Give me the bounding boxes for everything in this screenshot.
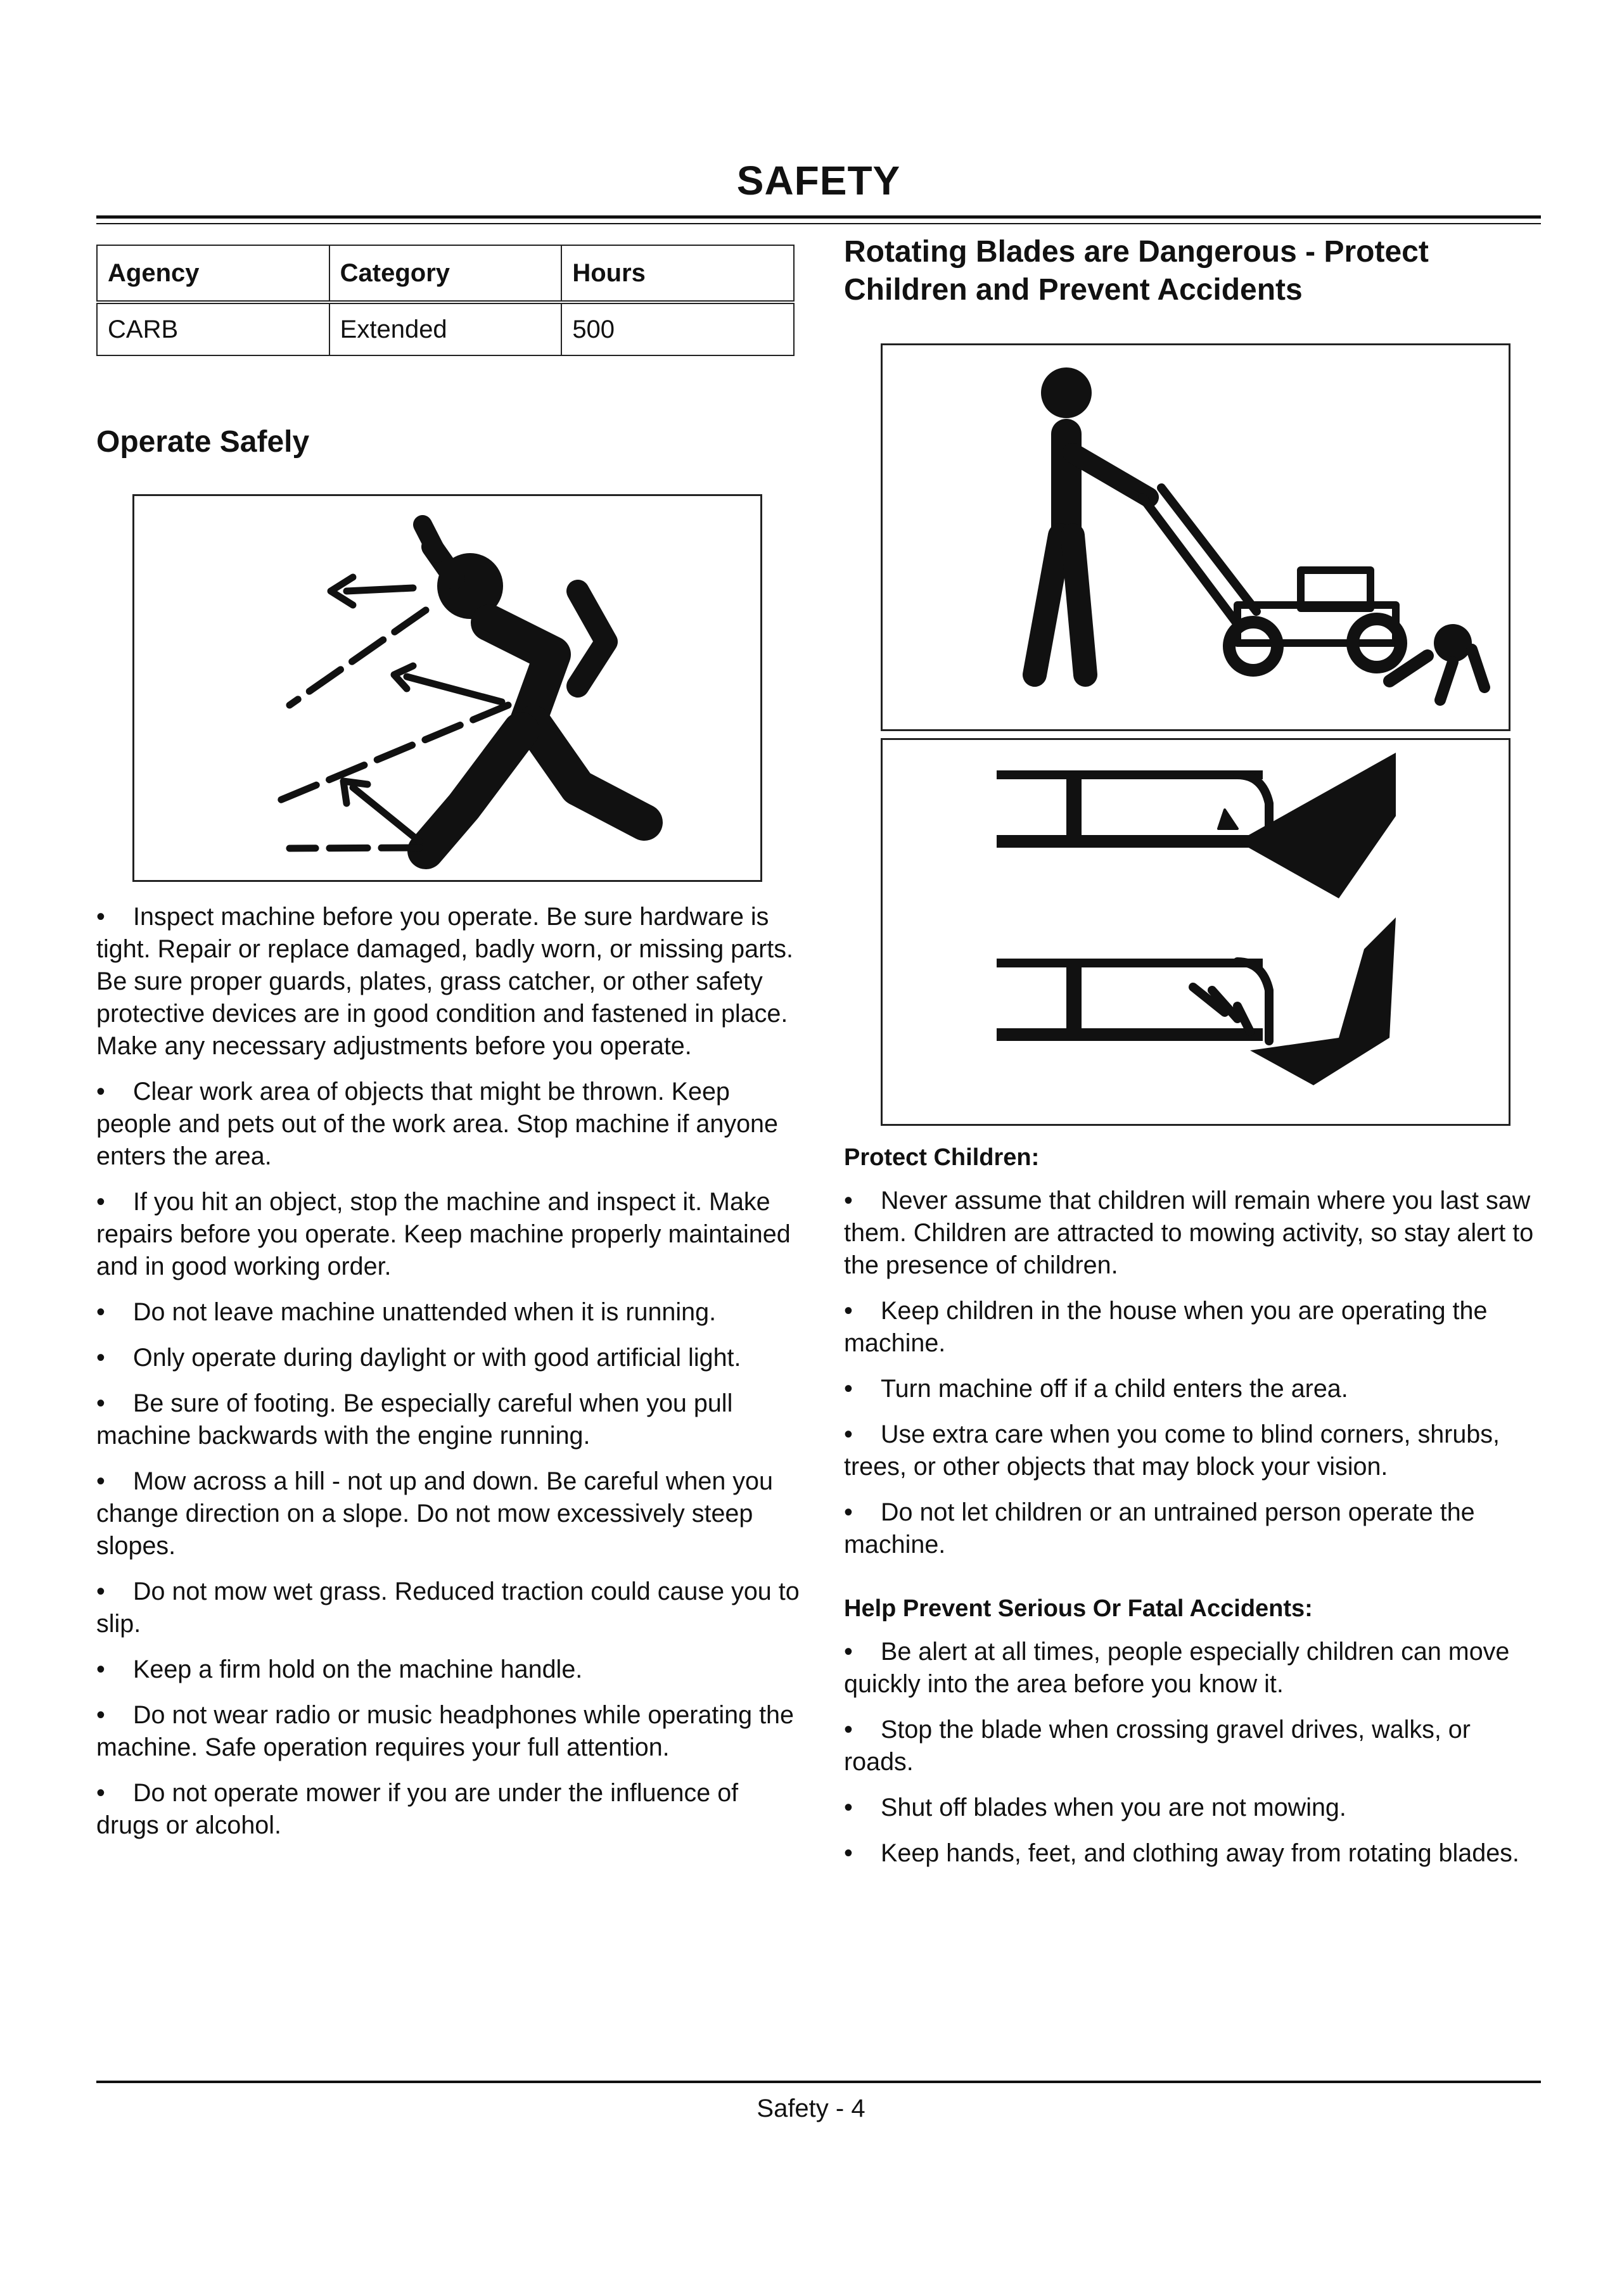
list-item-text: Do not leave machine unattended when it is running.	[133, 1298, 717, 1326]
page-footer: Safety - 4	[757, 2095, 865, 2122]
bullet-glyph: •	[844, 1498, 853, 1526]
list-item-text: Do not operate mower if you are under the influence of drugs or alcohol.	[96, 1779, 739, 1839]
list-item	[96, 1296, 800, 1329]
bullet-glyph: •	[96, 1389, 105, 1417]
list-item-text: Do not let children or an untrained person operate the machine.	[844, 1498, 1475, 1559]
mower-child-hazard-icon	[883, 345, 1509, 729]
bullet-glyph: •	[844, 1187, 853, 1215]
list-item	[96, 1342, 800, 1374]
list-item-text: Inspect machine before you operate. Be sure hardware is tight. Repair or replace damaged, badly worn, or missing parts. Be sure proper guards, plates, grass catcher, or other safety protective devices are in good condition and fastened in place. Make any necessary adjustments before you operate.	[96, 903, 793, 1060]
rotating-blades-heading: Rotating Blades are Dangerous - Protect Children and Prevent Accidents	[844, 235, 1429, 307]
list-item-text: Shut off blades when you are not mowing.	[881, 1794, 1346, 1821]
list-item	[844, 1792, 1541, 1824]
table-header-cell: Agency	[97, 245, 329, 302]
bullet-glyph: •	[96, 1578, 105, 1605]
blade-foot-hazard-image	[881, 738, 1510, 1126]
bullet-glyph: •	[96, 1344, 105, 1372]
list-item-text: Do not wear radio or music headphones while operating the machine. Safe operation requires your full attention.	[96, 1701, 794, 1761]
list-item-text: Keep children in the house when you are operating the machine.	[844, 1297, 1488, 1357]
bullet-glyph: •	[844, 1839, 853, 1867]
list-item-text: Be sure of footing. Be especially careful when you pull machine backwards with the engine running.	[96, 1389, 733, 1450]
protect-children-heading: Protect Children:	[844, 1144, 1040, 1171]
list-item	[96, 1465, 800, 1562]
bullet-glyph: •	[844, 1375, 853, 1403]
bullet-glyph: •	[96, 1188, 105, 1216]
list-item	[844, 1636, 1541, 1700]
bullet-glyph: •	[844, 1297, 853, 1325]
bullet-glyph: •	[844, 1420, 853, 1448]
list-item-text: Keep hands, feet, and clothing away from rotating blades.	[881, 1839, 1519, 1867]
table-cell: 500	[561, 302, 794, 355]
list-item	[96, 1076, 800, 1173]
title-rule-thick	[96, 215, 1541, 219]
table-header-row	[97, 245, 794, 302]
list-item	[96, 1699, 800, 1764]
list-item	[96, 901, 800, 1062]
list-item	[844, 1373, 1541, 1405]
list-item	[844, 1496, 1541, 1561]
footer-rule	[96, 2081, 1541, 2083]
spec-table	[96, 245, 795, 356]
list-item-text: Use extra care when you come to blind corners, shrubs, trees, or other objects that may block your vision.	[844, 1420, 1500, 1481]
list-item	[844, 1185, 1541, 1282]
table-header-cell: Hours	[561, 245, 794, 302]
list-item	[96, 1576, 800, 1640]
bullet-glyph: •	[96, 1655, 105, 1683]
table-cell: Extended	[329, 302, 562, 355]
list-item-text: Stop the blade when crossing gravel drives, walks, or roads.	[844, 1716, 1471, 1776]
prevent-accidents-heading: Help Prevent Serious Or Fatal Accidents:	[844, 1595, 1313, 1622]
list-item	[96, 1186, 800, 1283]
mower-child-hazard-image	[881, 343, 1510, 731]
thrown-object-hazard-icon	[134, 496, 760, 880]
thrown-object-hazard-image	[132, 494, 762, 882]
bullet-glyph: •	[96, 1701, 105, 1729]
title-rule-thin	[96, 223, 1541, 224]
blade-foot-hazard-icon	[883, 740, 1509, 1124]
page-title: SAFETY	[736, 158, 901, 203]
operate-safely-heading: Operate Safely	[96, 425, 310, 459]
bullet-glyph: •	[96, 1467, 105, 1495]
list-item-text: Do not mow wet grass. Reduced traction could cause you to slip.	[96, 1578, 800, 1638]
list-item-text: Be alert at all times, people especially children can move quickly into the area before you know it.	[844, 1638, 1510, 1698]
list-item	[96, 1387, 800, 1452]
list-item-text: Mow across a hill - not up and down. Be careful when you change direction on a slope. Do not mow excessively steep slopes.	[96, 1467, 773, 1560]
list-item	[96, 1777, 800, 1842]
list-item	[844, 1419, 1541, 1483]
operate-safely-list	[96, 901, 800, 1855]
bullet-glyph: •	[96, 903, 105, 931]
list-item-text: If you hit an object, stop the machine and inspect it. Make repairs before you operate. Keep machine properly maintained and in good working order.	[96, 1188, 791, 1280]
list-item-text: Only operate during daylight or with good artificial light.	[133, 1344, 741, 1372]
list-item-text: Keep a firm hold on the machine handle.	[133, 1655, 583, 1683]
bullet-glyph: •	[96, 1078, 105, 1106]
bullet-glyph: •	[844, 1638, 853, 1666]
table-row	[97, 302, 794, 355]
bullet-glyph: •	[96, 1779, 105, 1807]
list-item	[844, 1837, 1541, 1870]
table-header-cell: Category	[329, 245, 562, 302]
list-item	[844, 1714, 1541, 1778]
list-item-text: Turn machine off if a child enters the area.	[881, 1375, 1348, 1403]
bullet-glyph: •	[96, 1298, 105, 1326]
table-cell: CARB	[97, 302, 329, 355]
list-item-text: Clear work area of objects that might be thrown. Keep people and pets out of the work area. Stop machine if anyone enters the area.	[96, 1078, 778, 1170]
list-item	[844, 1295, 1541, 1360]
bullet-glyph: •	[844, 1794, 853, 1821]
list-item	[96, 1654, 800, 1686]
prevent-accidents-list	[844, 1636, 1541, 1883]
bullet-glyph: •	[844, 1716, 853, 1744]
protect-children-list	[844, 1185, 1541, 1574]
list-item-text: Never assume that children will remain where you last saw them. Children are attracted to mowing activity, so stay alert to the presence of children.	[844, 1187, 1534, 1279]
